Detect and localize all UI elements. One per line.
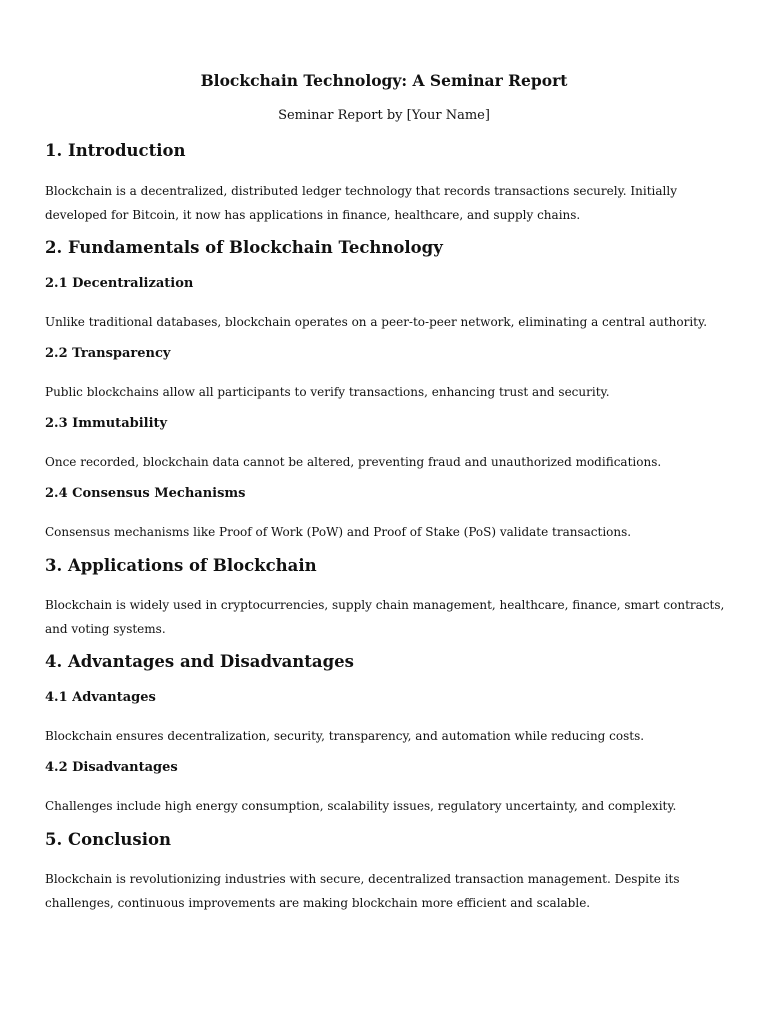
subsection-heading-disadvantages: 4.2 Disadvantages xyxy=(45,760,178,775)
document-subtitle: Seminar Report by [Your Name] xyxy=(278,108,490,123)
subsection-text-transparency: Public blockchains allow all participants to verify transactions, enhancing trust and security. xyxy=(45,385,610,399)
subsection-text-consensus: Consensus mechanisms like Proof of Work (PoW) and Proof of Stake (PoS) validate transactions. xyxy=(45,525,632,539)
section-heading-fundamentals: 2. Fundamentals of Blockchain Technology xyxy=(45,238,443,257)
subsection-text-decentralization: Unlike traditional databases, blockchain operates on a peer-to-peer network, eliminating a central authority. xyxy=(45,315,708,329)
section-text-introduction: Blockchain is a decentralized, distributed ledger technology that records transactions securely. Initially developed for Bitcoin, it now has applications in finance, healthcare, and supply chains. xyxy=(45,184,677,222)
subsection-heading-transparency: 2.2 Transparency xyxy=(45,346,171,361)
subsection-text-immutability: Once recorded, blockchain data cannot be altered, preventing fraud and unauthorized modifications. xyxy=(45,455,662,469)
subsection-heading-advantages: 4.1 Advantages xyxy=(45,690,156,705)
subsection-text-advantages: Blockchain ensures decentralization, security, transparency, and automation while reducing costs. xyxy=(45,729,645,743)
subsection-text-disadvantages: Challenges include high energy consumption, scalability issues, regulatory uncertainty, and complexity. xyxy=(45,799,677,813)
section-text-applications: Blockchain is widely used in cryptocurrencies, supply chain management, healthcare, finance, smart contracts, and voting systems. xyxy=(45,598,725,636)
subsection-heading-consensus: 2.4 Consensus Mechanisms xyxy=(45,486,246,501)
section-heading-conclusion: 5. Conclusion xyxy=(45,830,171,849)
section-heading-applications: 3. Applications of Blockchain xyxy=(45,556,317,575)
section-heading-introduction: 1. Introduction xyxy=(45,141,186,160)
section-text-conclusion: Blockchain is revolutionizing industries with secure, decentralized transaction management. Despite its challenges, continuous improvements are making blockchain more efficient and scalable. xyxy=(45,872,680,910)
subsection-heading-decentralization: 2.1 Decentralization xyxy=(45,276,194,291)
section-heading-advantages-disadvantages: 4. Advantages and Disadvantages xyxy=(45,652,354,671)
subsection-heading-immutability: 2.3 Immutability xyxy=(45,416,168,431)
document-title: Blockchain Technology: A Seminar Report xyxy=(200,71,568,90)
